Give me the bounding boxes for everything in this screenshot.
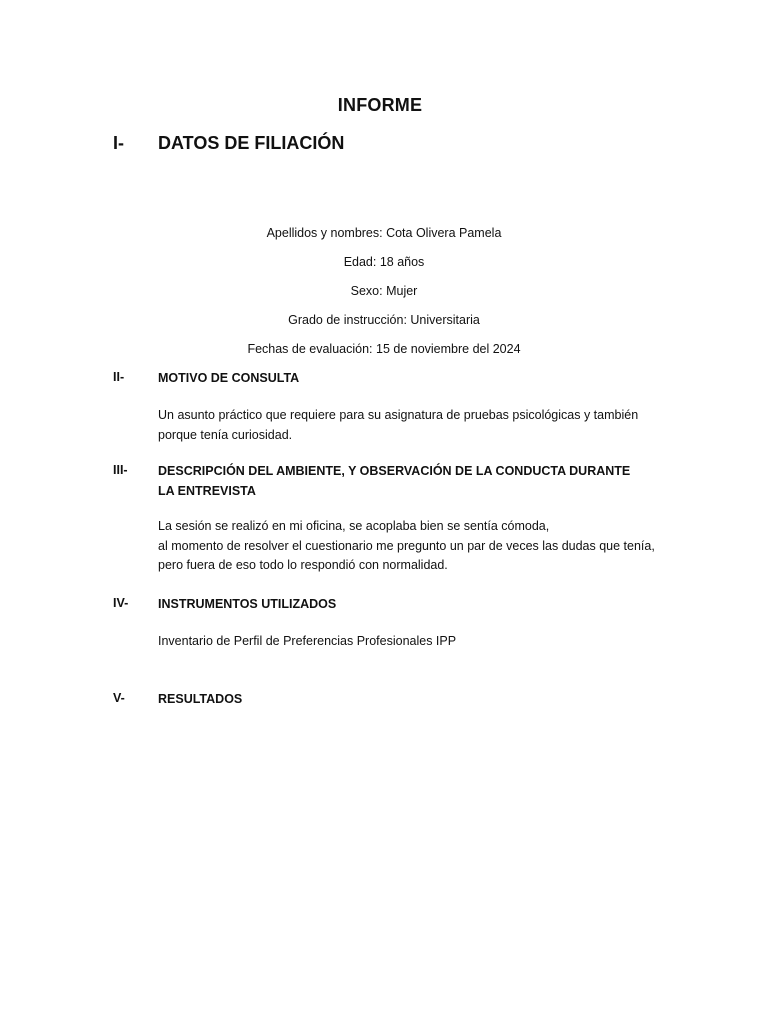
section-3-title: DESCRIPCIÓN DEL AMBIENTE, Y OBSERVACIÓN DE LA CONDUCTA DURANTE LA ENTREVISTA [158,464,631,498]
section-2-number: II- [113,370,125,384]
field-age: Edad: 18 años [343,255,425,269]
field-evaluation-date: Fechas de evaluación: 15 de noviembre del 2024 [247,342,521,356]
section-5-number: V- [113,691,125,705]
section-2-body [158,406,678,445]
section-4-number: IV- [113,596,129,610]
section-3-line: pero fuera de eso todo lo respondió con normalidad. [158,558,448,572]
section-3-number: III- [113,463,128,477]
section-2-line: porque tenía curiosidad. [158,427,293,442]
section-1-title: DATOS DE FILIACIÓN [158,133,345,153]
field-education: Grado de instrucción: Universitaria [288,313,480,327]
section-2-line: Un asunto práctico que requiere para su asignatura de pruebas psicológicas y también [158,408,639,422]
section-3-body [158,517,678,576]
section-4-line: Inventario de Perfil de Preferencias Profesionales IPP [158,634,457,648]
section-3-line: La sesión se realizó en mi oficina, se acoplaba bien se sentía cómoda, [158,519,550,533]
field-names: Apellidos y nombres: Cota Olivera Pamela [266,226,502,240]
section-4-body [158,632,678,652]
filiation-data [0,224,768,369]
section-4-title: INSTRUMENTOS UTILIZADOS [158,597,337,611]
field-sex: Sexo: Mujer [350,284,418,298]
section-1-number: I- [113,133,124,153]
section-3-line: al momento de resolver el cuestionario me pregunto un par de veces las dudas que tenía, [158,538,655,553]
section-2-title: MOTIVO DE CONSULTA [158,371,300,385]
document-title: INFORME [337,95,423,115]
section-5-title: RESULTADOS [158,692,243,706]
